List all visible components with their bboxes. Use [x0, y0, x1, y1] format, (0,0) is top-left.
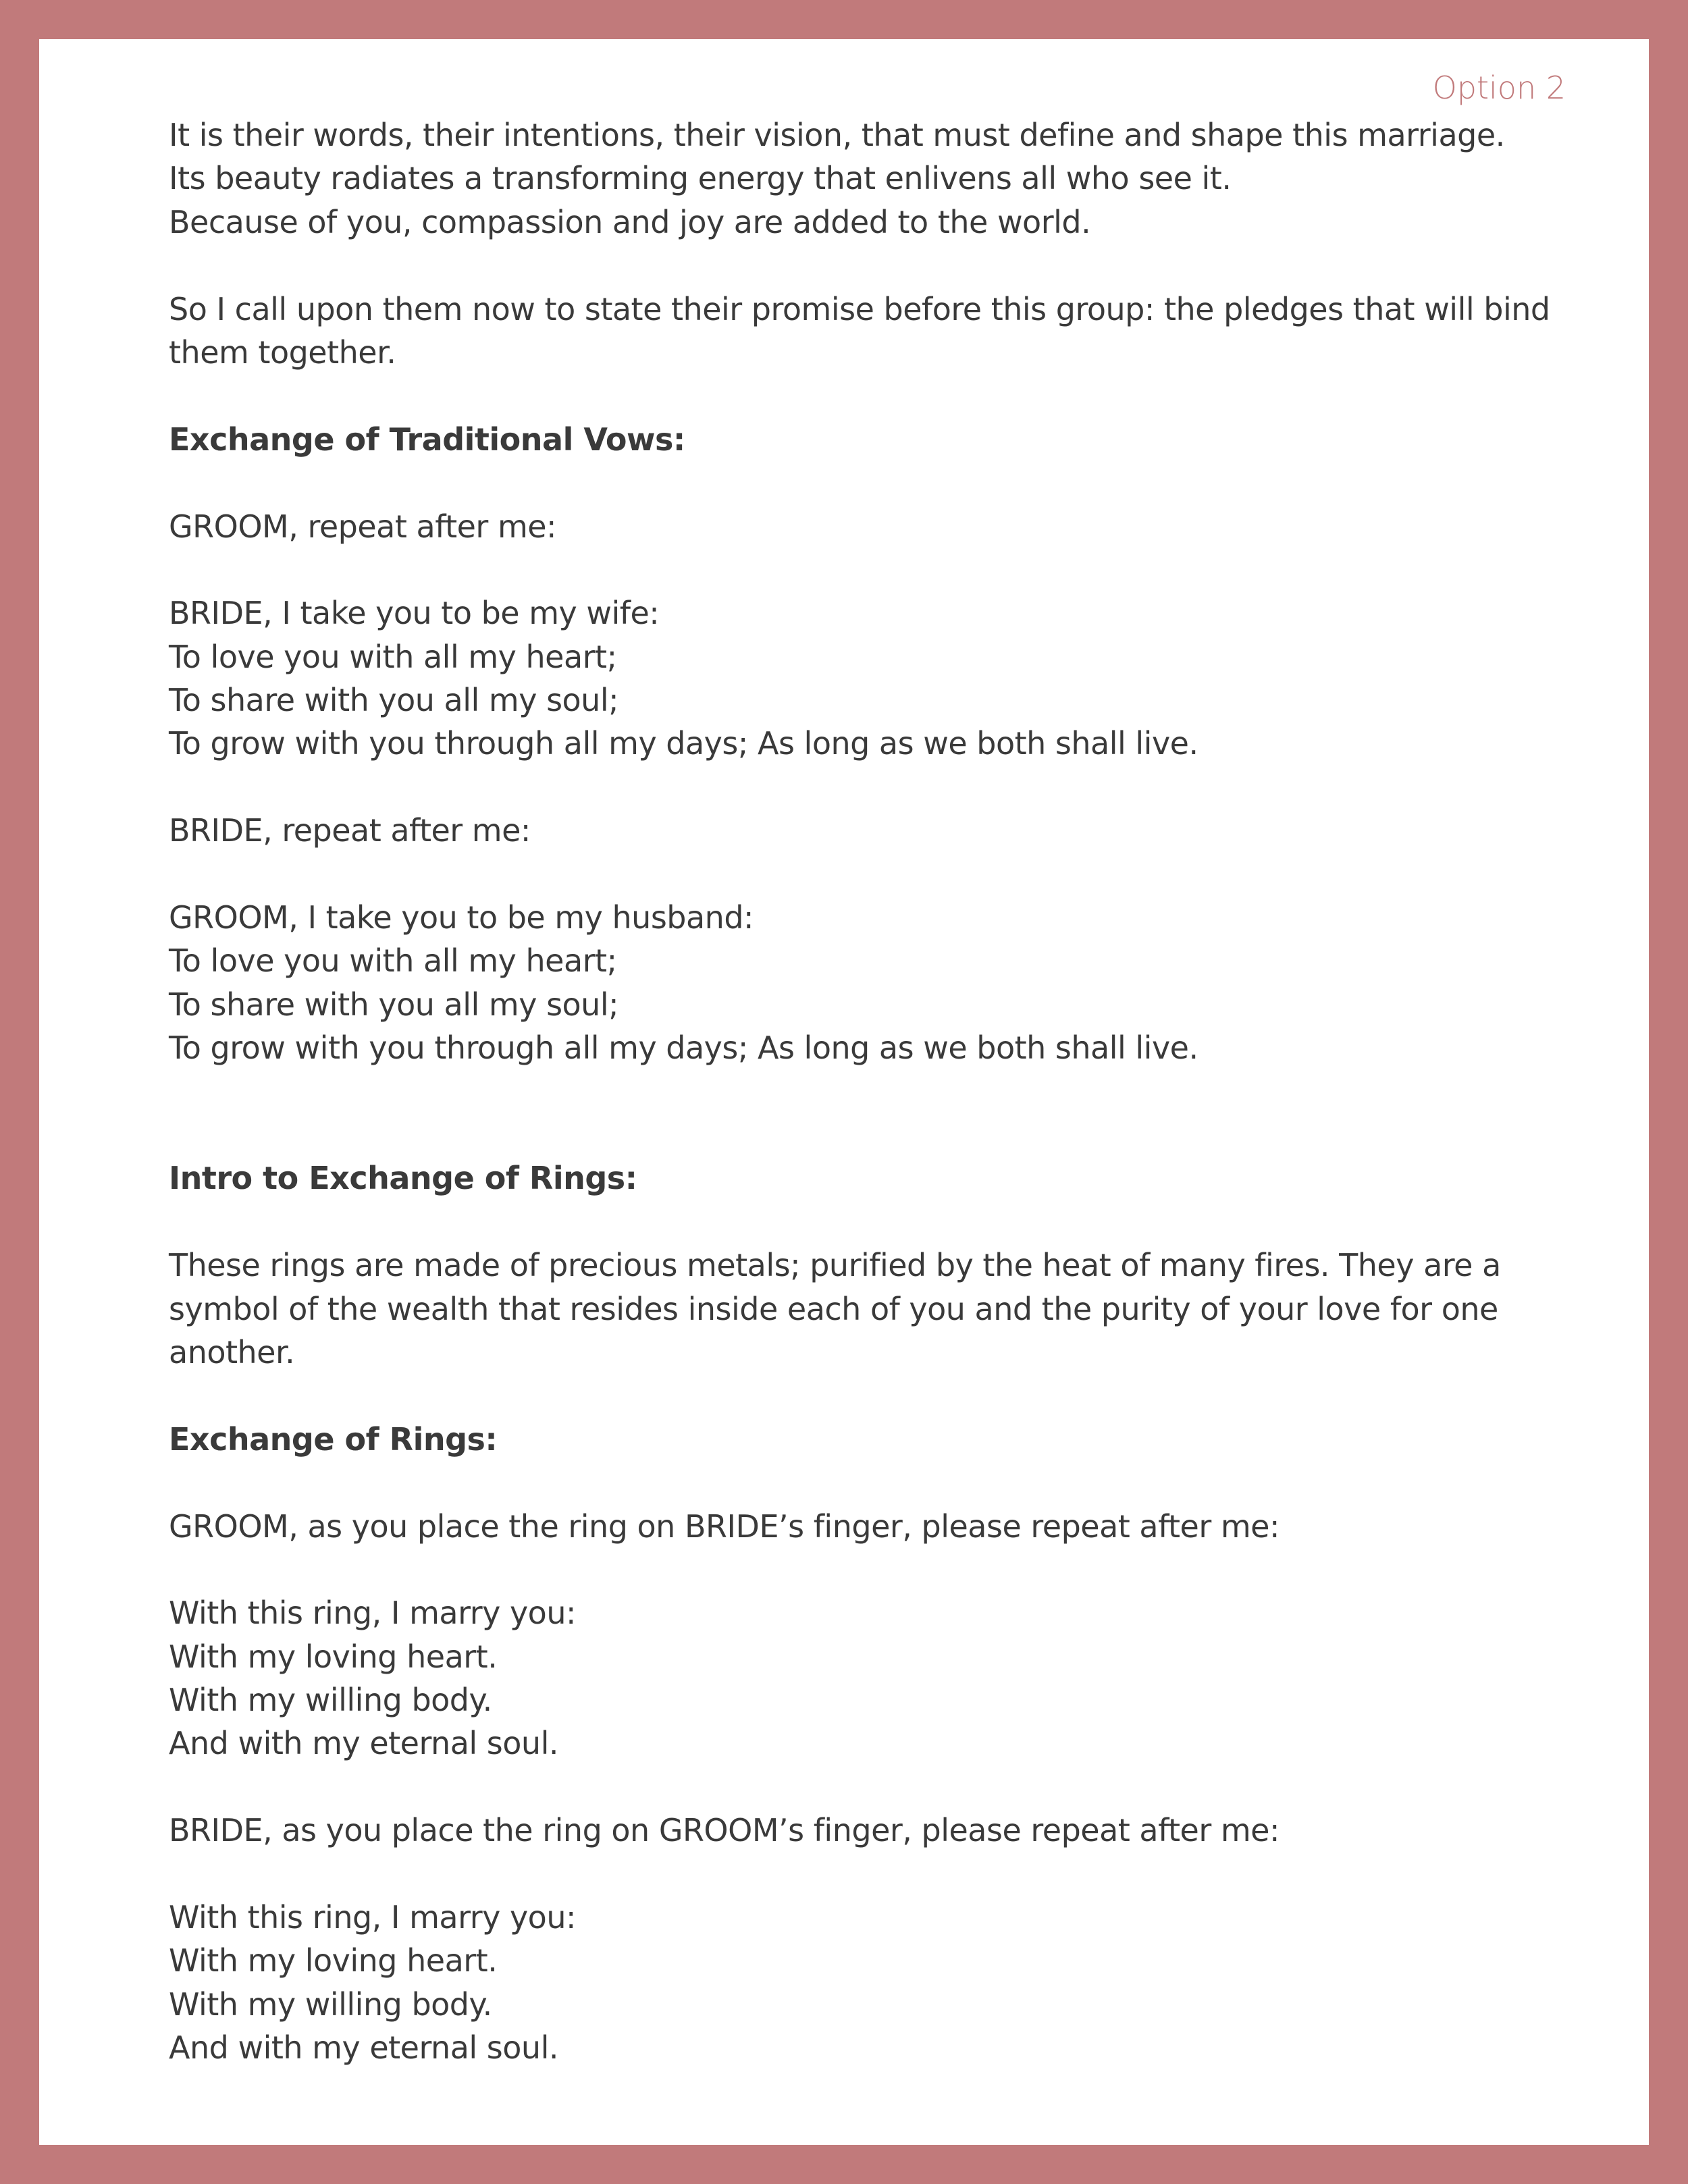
- rings-intro-heading: Intro to Exchange of Rings:: [169, 1160, 637, 1197]
- groom-ring-prompt: GROOM, as you place the ring on BRIDE’s finger, please repeat after me:: [169, 1508, 1280, 1545]
- bride-ring-prompt: BRIDE, as you place the ring on GROOM’s finger, please repeat after me:: [169, 1812, 1280, 1849]
- bride-ring-line: With this ring, I marry you:: [169, 1899, 576, 1936]
- intro-line: It is their words, their intentions, their vision, that must define and shape this marriage.: [169, 117, 1505, 153]
- bride-ring-line: And with my eternal soul.: [169, 2029, 558, 2067]
- groom-vow-line: BRIDE, I take you to be my wife:: [169, 595, 660, 632]
- vows-heading: Exchange of Traditional Vows:: [169, 421, 685, 458]
- groom-vow-prompt: GROOM, repeat after me:: [169, 508, 557, 545]
- bride-ring-line: With my loving heart.: [169, 1942, 498, 1979]
- ceremony-script: [169, 113, 1580, 2070]
- groom-ring-line: With my willing body.: [169, 1682, 492, 1719]
- groom-ring-line: With my loving heart.: [169, 1638, 498, 1675]
- bride-ring-line: With my willing body.: [169, 1986, 492, 2023]
- groom-ring-line: With this ring, I marry you:: [169, 1595, 576, 1632]
- document-page: [39, 39, 1649, 2145]
- bride-vow-prompt: BRIDE, repeat after me:: [169, 812, 531, 849]
- intro-line: Its beauty radiates a transforming energy that enlivens all who see it.: [169, 160, 1232, 197]
- groom-vow-line: To grow with you through all my days; As long as we both shall live.: [169, 725, 1198, 762]
- bride-vow-line: To grow with you through all my days; As long as we both shall live.: [169, 1030, 1198, 1067]
- call-line: them together.: [169, 334, 396, 371]
- rings-intro-line: another.: [169, 1333, 295, 1370]
- groom-vow-line: To love you with all my heart;: [169, 638, 617, 675]
- bride-vow-line: To share with you all my soul;: [169, 986, 619, 1023]
- rings-intro-line: symbol of the wealth that resides inside each of you and the purity of your love for one: [169, 1290, 1498, 1327]
- rings-intro-line: These rings are made of precious metals; purified by the heat of many fires. They are a: [169, 1247, 1501, 1284]
- intro-line: Because of you, compassion and joy are added to the world.: [169, 203, 1091, 240]
- groom-vow-line: To share with you all my soul;: [169, 682, 619, 719]
- rings-heading: Exchange of Rings:: [169, 1420, 498, 1458]
- call-line: So I call upon them now to state their promise before this group: the pledges that will bind: [169, 290, 1550, 327]
- bride-vow-line: To love you with all my heart;: [169, 942, 617, 980]
- bride-vow-line: GROOM, I take you to be my husband:: [169, 899, 754, 936]
- option-label: Option 2: [1432, 70, 1566, 106]
- groom-ring-line: And with my eternal soul.: [169, 1725, 558, 1762]
